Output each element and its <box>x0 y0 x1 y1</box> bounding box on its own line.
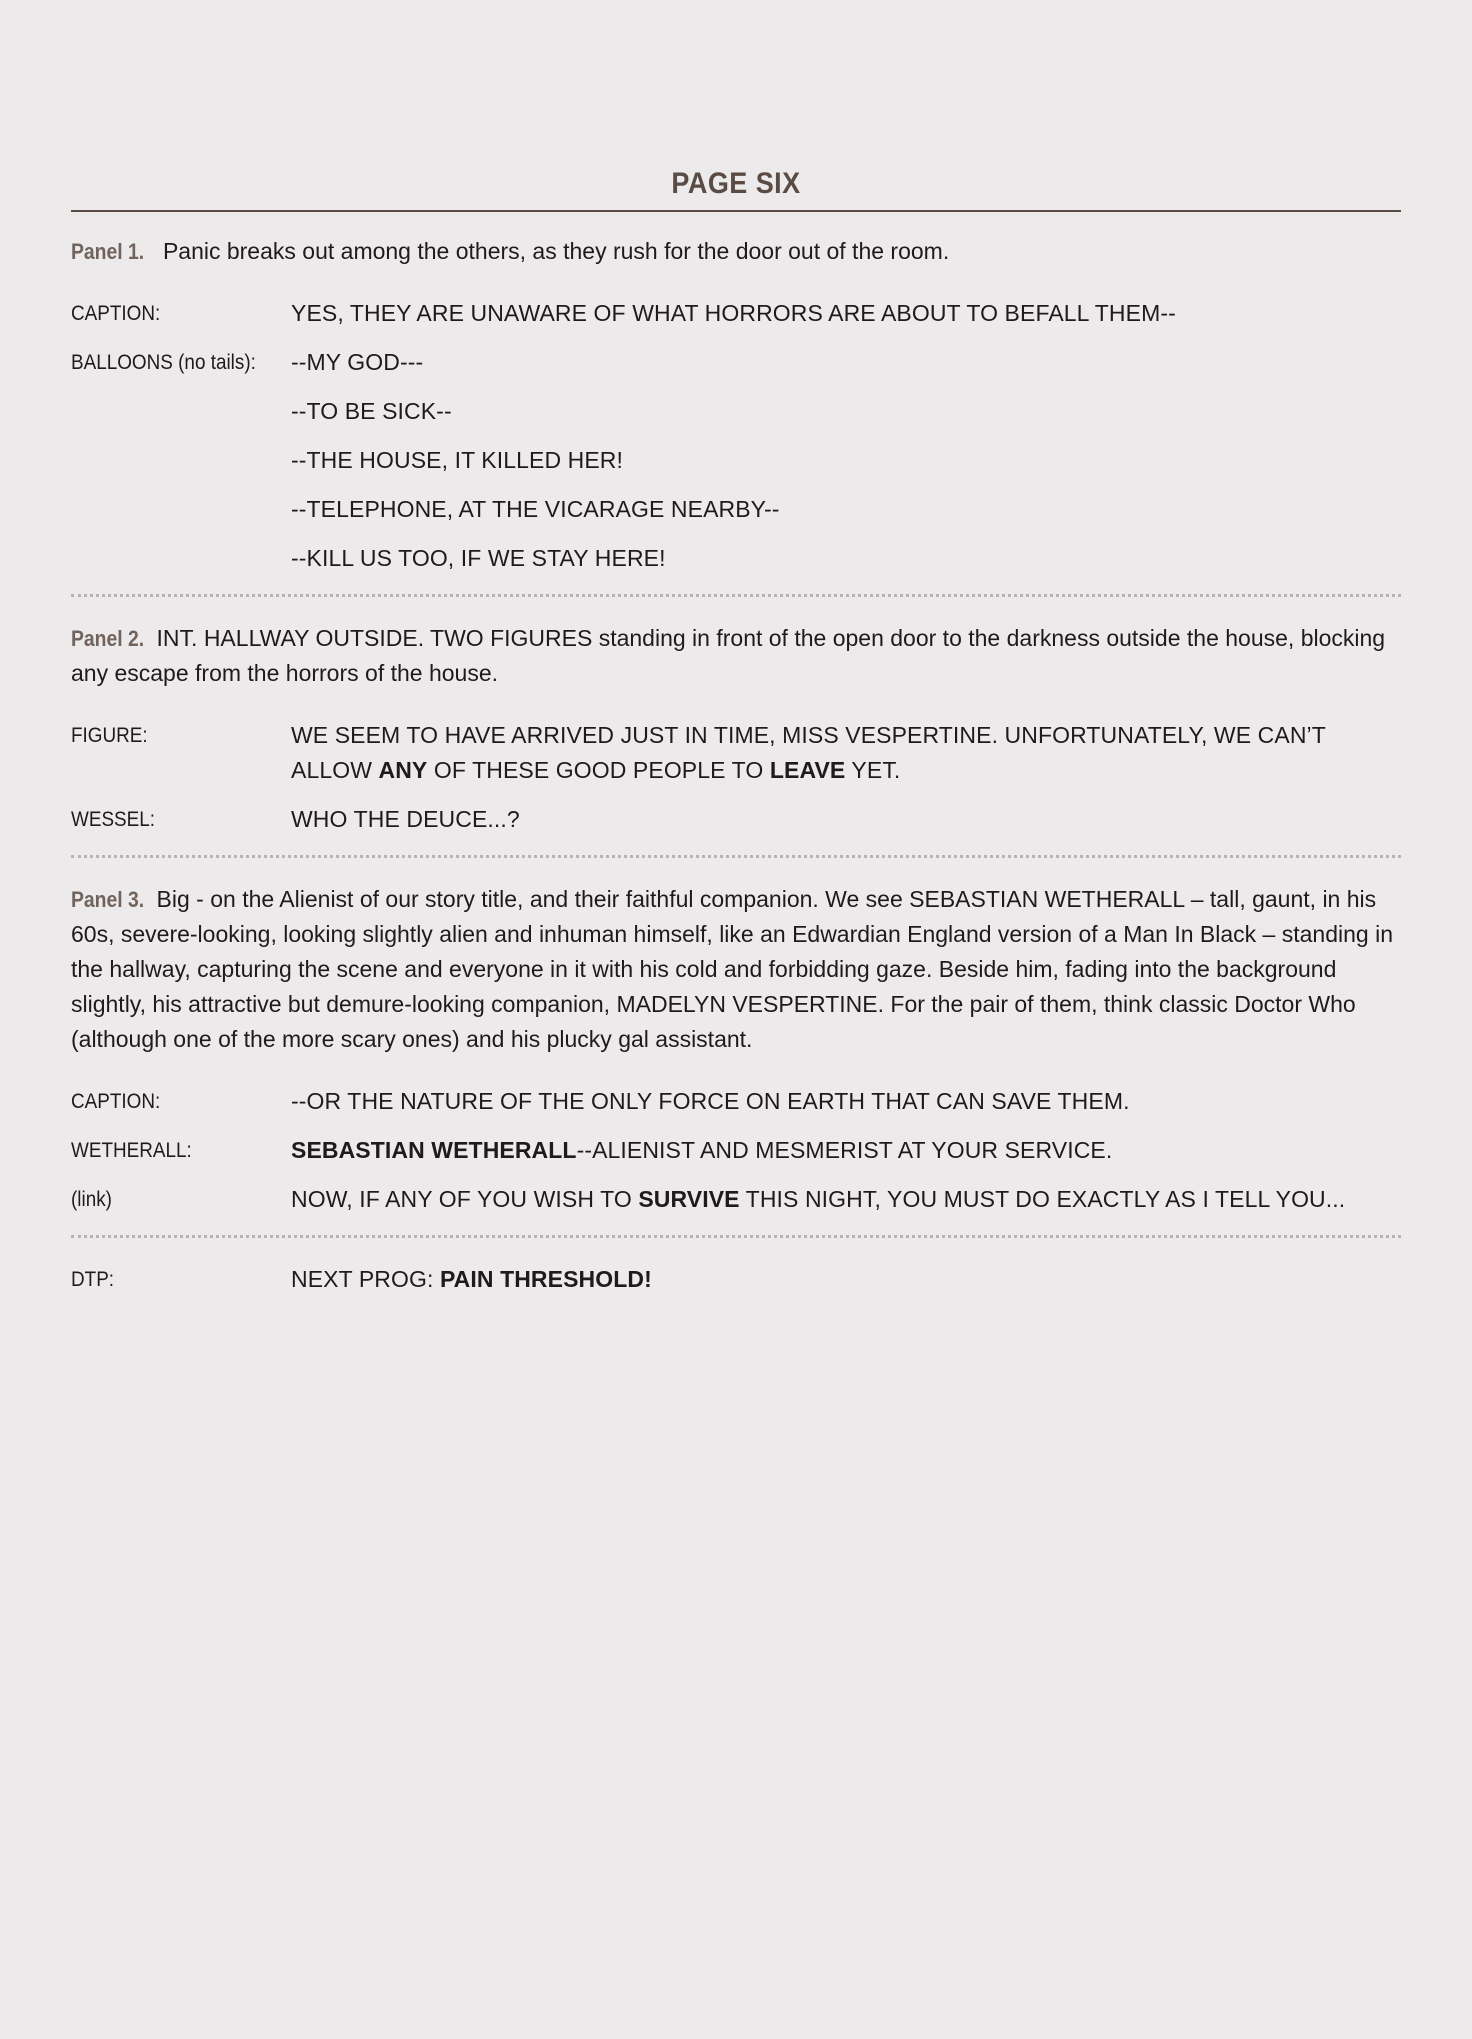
panel-2 <box>71 621 1401 837</box>
row-label: CAPTION: <box>71 1090 161 1113</box>
dtp-label: DTP: <box>71 1268 115 1291</box>
panel-3-link-row <box>71 1182 1401 1217</box>
panel-2-wessel-row <box>71 802 1401 837</box>
row-label: FIGURE: <box>71 724 148 747</box>
text-part: THIS NIGHT, YOU MUST DO EXACTLY AS I TELL YOU... <box>739 1186 1346 1212</box>
row-label: WESSEL: <box>71 808 156 831</box>
row-text <box>291 1182 1401 1217</box>
row-text: YES, THEY ARE UNAWARE OF WHAT HORRORS ARE ABOUT TO BEFALL THEM-- <box>291 300 1176 326</box>
panel-1-balloon-row <box>71 443 1401 478</box>
panel-1-balloon-row <box>71 394 1401 429</box>
bold-text: ANY <box>378 757 428 783</box>
row-text <box>291 1133 1401 1168</box>
text-part: YET. <box>845 757 901 783</box>
dtp-row <box>71 1262 1401 1297</box>
panel-1-caption-row <box>71 296 1401 331</box>
row-label: WETHERALL: <box>71 1139 192 1162</box>
bold-text: LEAVE <box>769 757 846 783</box>
panel-3-caption-row <box>71 1084 1401 1119</box>
row-text: --OR THE NATURE OF THE ONLY FORCE ON EARTH THAT CAN SAVE THEM. <box>291 1088 1130 1114</box>
panel-3-text: Big - on the Alienist of our story title, and their faithful companion. We see SEBASTIAN WETHERALL – tall, gaunt, in his 60s, severe-looking, looking slightly alien and inhuman himself, like an Edwardian England version of a Man In Black – standing in the hallway, capturing the scene and everyone in it with his cold and forbidding gaze. Beside him, fading into the background slightly, his attractive but demure-looking companion, MADELYN VESPERTINE. For the pair of them, think classic Doctor Who (although one of the more scary ones) and his plucky gal assistant. <box>71 886 1393 1052</box>
row-label: CAPTION: <box>71 302 161 325</box>
panel-2-label: Panel 2. <box>71 626 145 651</box>
panel-1 <box>71 234 1401 576</box>
panel-3-wetherall-row <box>71 1133 1401 1168</box>
dotted-separator <box>71 1235 1401 1238</box>
row-text: WHO THE DEUCE...? <box>291 806 520 832</box>
row-text: --TO BE SICK-- <box>291 398 452 424</box>
text-part: --ALIENIST AND MESMERIST AT YOUR SERVICE. <box>576 1137 1113 1163</box>
panel-1-balloon-row <box>71 541 1401 576</box>
panel-1-label: Panel 1. <box>71 239 145 264</box>
panel-2-description <box>71 621 1401 691</box>
panel-1-text: Panic breaks out among the others, as they rush for the door out of the room. <box>162 238 950 264</box>
dotted-separator <box>71 594 1401 597</box>
panel-3-description <box>71 882 1401 1057</box>
text-part: NOW, IF ANY OF YOU WISH TO <box>291 1186 639 1212</box>
row-text <box>291 718 1401 788</box>
panel-2-text: INT. HALLWAY OUTSIDE. TWO FIGURES standing in front of the open door to the darkness outside the house, blocking any escape from the horrors of the house. <box>71 625 1386 686</box>
bold-text: SEBASTIAN WETHERALL <box>291 1137 577 1163</box>
dotted-separator <box>71 855 1401 858</box>
row-text: --TELEPHONE, AT THE VICARAGE NEARBY-- <box>291 496 780 522</box>
script-content <box>71 158 1401 1311</box>
panel-1-description <box>71 234 1401 269</box>
text-part: NEXT PROG: <box>291 1266 440 1292</box>
text-part: WE SEEM TO HAVE ARRIVED JUST IN TIME, MISS VESPERTINE. UNFORTUNATELY, WE CAN’T ALLOW <box>291 722 1326 783</box>
panel-1-balloon-row <box>71 345 1401 380</box>
panel-3 <box>71 882 1401 1217</box>
page-title: PAGE SIX <box>671 167 801 200</box>
dtp-text <box>291 1262 1401 1297</box>
text-part: OF THESE GOOD PEOPLE TO <box>427 757 770 783</box>
row-text: --MY GOD--- <box>291 349 424 375</box>
row-text: --THE HOUSE, IT KILLED HER! <box>291 447 623 473</box>
panel-1-balloon-row <box>71 492 1401 527</box>
row-text: --KILL US TOO, IF WE STAY HERE! <box>291 545 666 571</box>
bold-text: SURVIVE <box>638 1186 740 1212</box>
panel-3-label: Panel 3. <box>71 887 145 912</box>
row-label: BALLOONS (no tails): <box>71 351 256 374</box>
row-label: (link) <box>71 1188 112 1211</box>
title-rule <box>71 210 1401 212</box>
bold-text: PAIN THRESHOLD! <box>439 1266 652 1292</box>
panel-2-figure-row <box>71 718 1401 788</box>
